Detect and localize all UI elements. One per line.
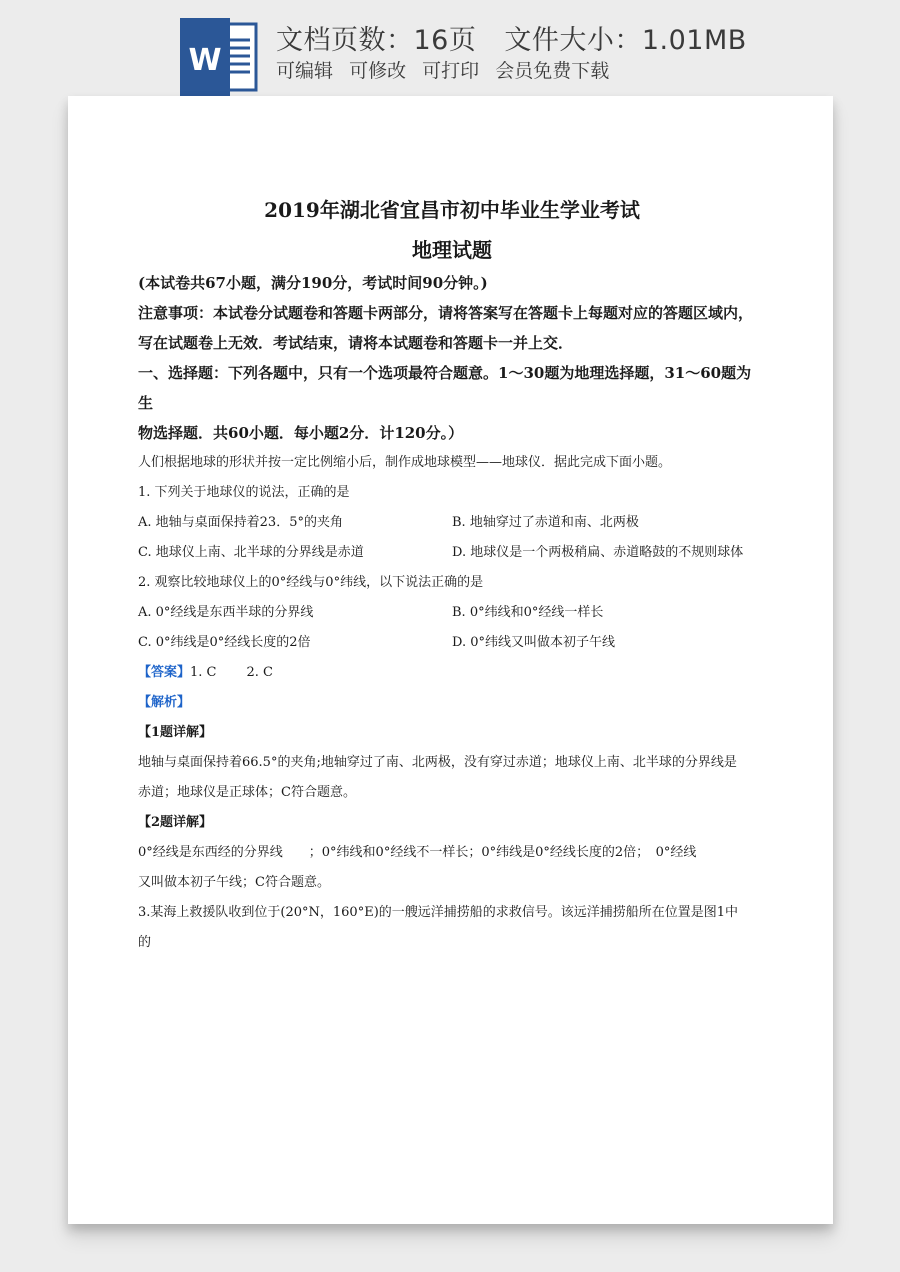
- detail-2-label: 【2题详解】: [138, 815, 213, 830]
- notice-line-1: 注意事项：本试卷分试题卷和答题卡两部分，请将答案写在答题卡上每题对应的答题区域内，: [138, 304, 754, 322]
- feature-list: [276, 56, 619, 83]
- feature-member-download: 会员免费下载: [495, 60, 610, 82]
- notice-line-2: 写在试题卷上无效．考试结束，请将本试题卷和答题卡一并上交．: [138, 334, 574, 352]
- answer-line: [138, 658, 766, 688]
- q2-option-a: A. 0°经线是东西半球的分界线: [138, 605, 314, 620]
- question-2: 2. 观察比较地球仪上的0°经线与0°纬线，以下说法正确的是: [138, 575, 484, 590]
- q2-option-b: B. 0°纬线和0°经线一样长: [452, 605, 604, 620]
- answer-1: 1. C: [190, 665, 217, 680]
- analysis-label: 【解析】: [138, 695, 191, 710]
- section-heading-line-1: 一、选择题：下列各题中，只有一个选项最符合题意。1～30题为地理选择题，31～60题为生: [138, 364, 752, 412]
- question-3-line-1: 3.某海上救援队收到位于(20°N，160°E)的一艘远洋捕捞船的求救信号。该远洋捕捞船所在位置是图1中: [138, 905, 739, 920]
- question-1-options-row-2: [138, 538, 766, 568]
- question-3-line-2: 的: [138, 935, 152, 950]
- detail-2-line-2: 又叫做本初子午线；C符合题意。: [138, 875, 330, 890]
- detail-1-label: 【1题详解】: [138, 725, 213, 740]
- word-document-icon: [178, 18, 260, 96]
- question-intro: 人们根据地球的形状并按一定比例缩小后，制作成地球模型——地球仪．据此完成下面小题。: [138, 455, 672, 470]
- detail-1-line-1: 地轴与桌面保持着66.5°的夹角;地轴穿过了南、北两极，没有穿过赤道；地球仪上南、北半球的分界线是: [138, 755, 737, 770]
- q2-option-c: C. 0°纬线是0°经线长度的2倍: [138, 635, 311, 650]
- doc-title: 2019年湖北省宜昌市初中毕业生学业考试: [264, 198, 640, 222]
- page-count: 文档页数：16页: [276, 25, 477, 56]
- question-2-options-row-2: [138, 628, 766, 658]
- detail-1-line-2: 赤道；地球仪是正球体；C符合题意。: [138, 785, 356, 800]
- answer-2: 2. C: [246, 665, 273, 680]
- question-1-options-row-1: [138, 508, 766, 538]
- exam-info: (本试卷共67小题，满分190分，考试时间90分钟。): [138, 274, 488, 292]
- svg-text:W: W: [188, 43, 222, 78]
- question-2-options-row-1: [138, 598, 766, 628]
- q1-option-d: D. 地球仪是一个两极稍扁、赤道略鼓的不规则球体: [452, 545, 744, 560]
- q1-option-c: C. 地球仪上南、北半球的分界线是赤道: [138, 545, 364, 560]
- q2-option-d: D. 0°纬线又叫做本初子午线: [452, 635, 615, 650]
- doc-subtitle: 地理试题: [412, 238, 492, 262]
- feature-printable: 可打印: [422, 60, 480, 82]
- file-size: 文件大小：1.01MB: [504, 25, 747, 56]
- answer-label: 【答案】: [138, 665, 191, 680]
- document-page: [68, 96, 833, 1224]
- feature-modifiable: 可修改: [349, 60, 407, 82]
- download-banner: [0, 0, 900, 100]
- section-heading-line-2: 物选择题．共60小题．每小题2分．计120分。）: [138, 424, 464, 442]
- feature-editable: 可编辑: [276, 60, 334, 82]
- document-content: [138, 196, 766, 958]
- detail-2-line-1: 0°经线是东西经的分界线 ；0°纬线和0°经线不一样长；0°纬线是0°经线长度的2倍； 0°经线: [138, 845, 697, 860]
- question-1: 1. 下列关于地球仪的说法，正确的是: [138, 485, 350, 500]
- file-info: [276, 18, 747, 57]
- q1-option-a: A. 地轴与桌面保持着23．5°的夹角: [138, 515, 343, 530]
- q1-option-b: B. 地轴穿过了赤道和南、北两极: [452, 515, 639, 530]
